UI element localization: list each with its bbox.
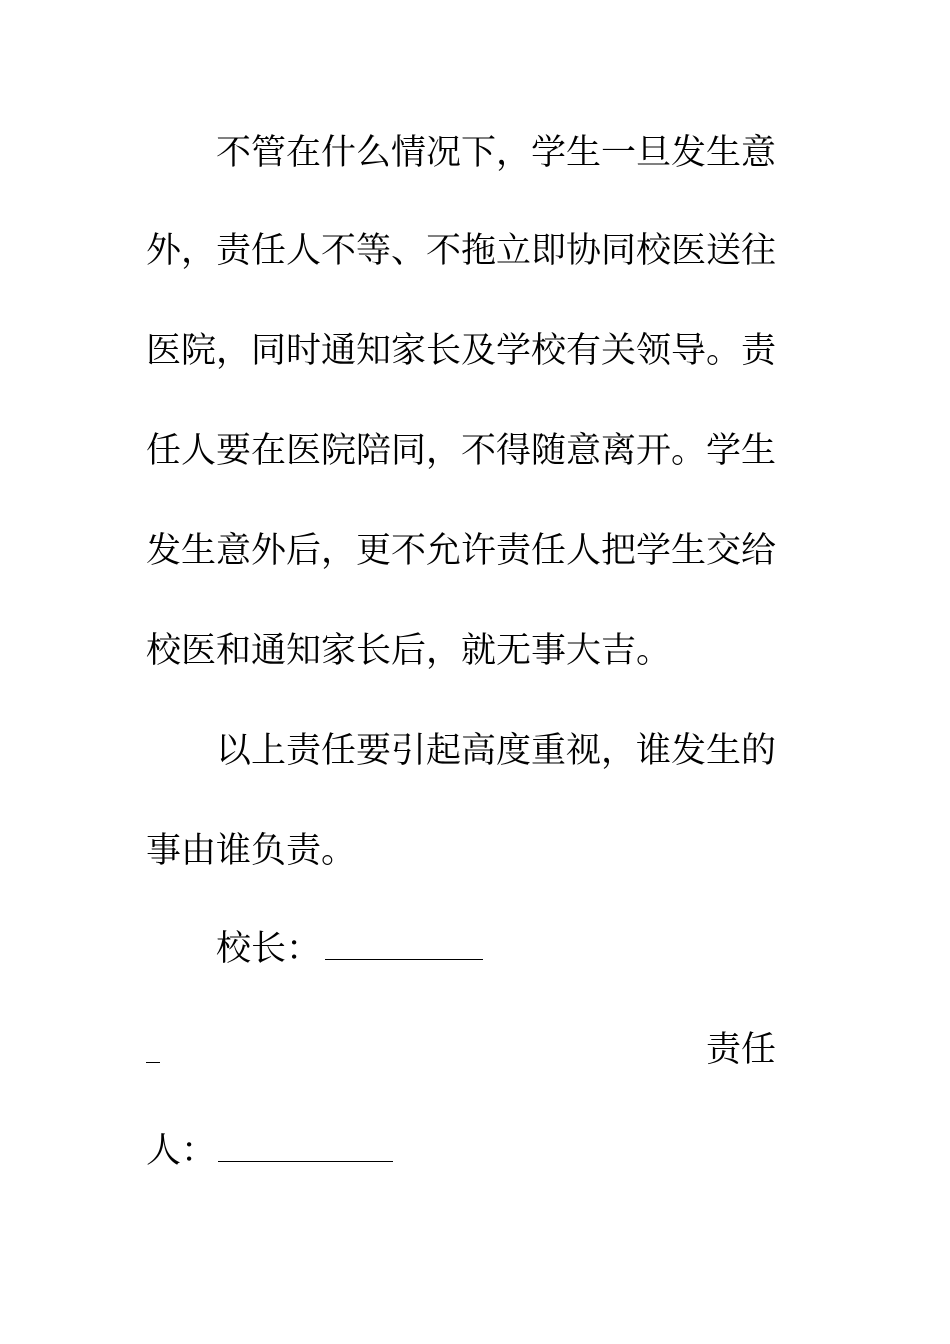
principal-signature-line [216,929,483,969]
paragraph-1-line-3: 医院，同时通知家长及学校有关领导。责 [146,331,777,371]
responsible-signature-line [146,1131,393,1171]
paragraph-1-line-4: 任人要在医院陪同，不得随意离开。学生 [146,431,777,471]
responsible-label-part2: 人： [146,1131,217,1171]
paragraph-1-line-2: 外，责任人不等、不拖立即协同校医送往 [146,231,777,271]
responsible-label-part1: 责任 [705,1030,776,1070]
paragraph-1-line-5: 发生意外后，更不允许责任人把学生交给 [146,531,777,571]
paragraph-2-line-2: 事由谁负责。 [146,831,357,871]
paragraph-1-line-6: 校医和通知家长后，就无事大吉。 [146,631,672,671]
underscore-mark [146,1062,160,1063]
paragraph-1-line-1: 不管在什么情况下，学生一旦发生意 [216,133,777,173]
paragraph-2-line-1: 以上责任要引起高度重视，谁发生的 [216,731,777,771]
responsible-signature-blank[interactable] [218,1131,393,1162]
principal-label: 校长： [216,929,322,969]
principal-signature-blank[interactable] [325,929,483,960]
